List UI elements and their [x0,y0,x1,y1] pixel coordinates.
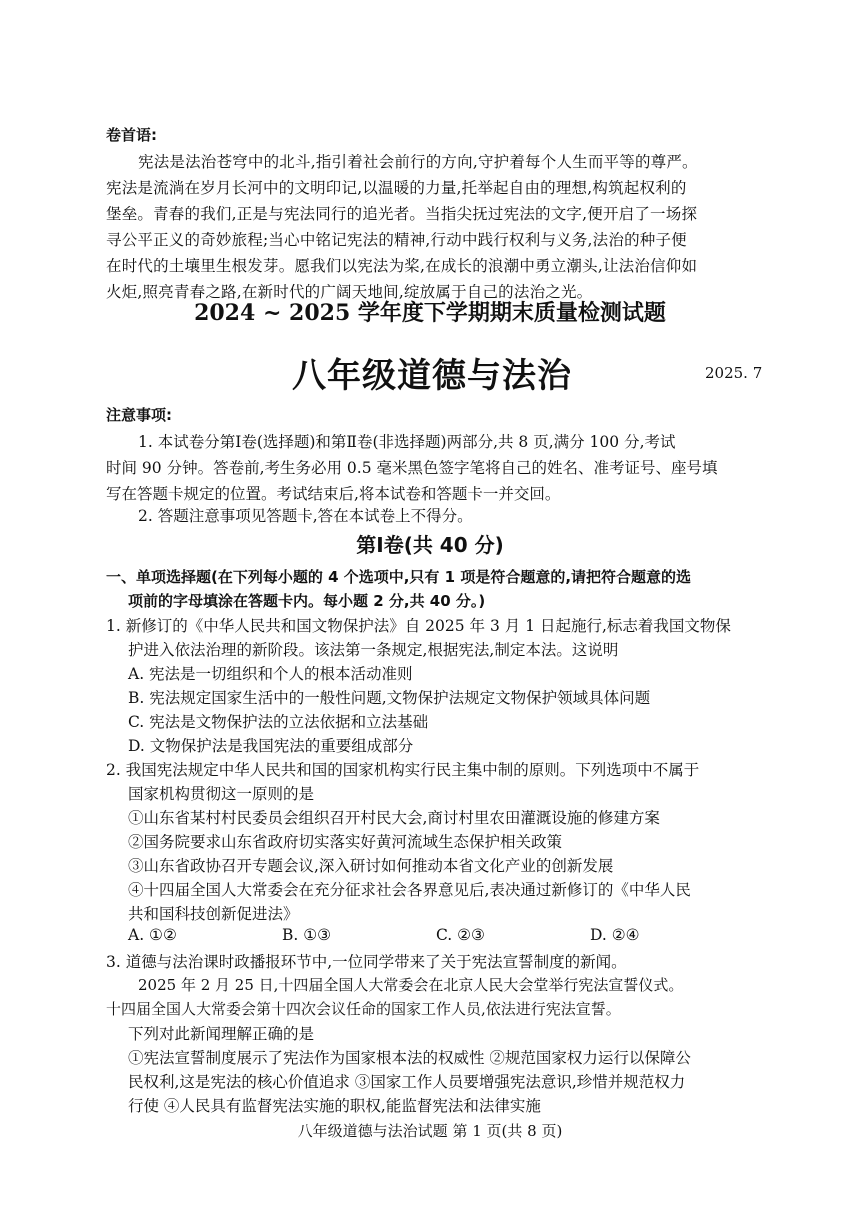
q3-item: 行使 ④人民具有监督宪法实施的职权,能监督宪法和法律实施 [128,1097,541,1115]
q1-option-b: B. 宪法规定国家生活中的一般性问题,文物保护法规定文物保护领域具体问题 [128,689,651,707]
q2-option-c: C. ②③ [436,926,485,944]
preface-title: 卷首语: [106,126,157,144]
page-footer: 八年级道德与法治试题 第 1 页(共 8 页) [297,1122,563,1140]
q1-option-c: C. 宪法是文物保护法的立法依据和立法基础 [128,713,429,731]
preface-line: 火炬,照亮青春之路,在新时代的广阔天地间,绽放属于自己的法治之光。 [106,283,593,301]
q3-item: ①宪法宣誓制度展示了宪法作为国家根本法的权威性 ②规范国家权力运行以保障公 [128,1049,691,1067]
q3-item: 民权利,这是宪法的核心价值追求 ③国家工作人员要增强宪法意识,珍惜并规范权力 [128,1073,686,1091]
q3-quote: 2025 年 2 月 25 日,十四届全国人大常委会在北京人民大会堂举行宪法宣誓仪式。 [138,976,684,994]
preface-line: 寻公平正义的奇妙旅程;当心中铭记宪法的精神,行动中践行权利与义务,法治的种子便 [106,231,687,249]
notice-line: 1. 本试卷分第Ⅰ卷(选择题)和第Ⅱ卷(非选择题)两部分,共 8 页,满分 100 分,考试 [138,433,676,451]
q3-prompt: 下列对此新闻理解正确的是 [128,1025,315,1043]
exam-title: 八年级道德与法治 [292,356,572,396]
section-instruction: 项前的字母填涂在答题卡内。每小题 2 分,共 40 分。) [128,592,486,610]
preface-line: 宪法是流淌在岁月长河中的文明印记,以温暖的力量,托举起自由的理想,构筑起权利的 [106,179,687,197]
q2-item: ②国务院要求山东省政府切实落实好黄河流域生态保护相关政策 [128,833,563,851]
q2-option-b: B. ①③ [282,926,332,944]
preface-line: 在时代的土壤里生根发芽。愿我们以宪法为桨,在成长的浪潮中勇立潮头,让法治信仰如 [106,257,698,275]
q3-stem: 3. 道德与法治课时政播报环节中,一位同学带来了关于宪法宣誓制度的新闻。 [106,953,627,971]
q2-option-a: A. ①② [128,926,177,944]
section-title: 第Ⅰ卷(共 40 分) [356,533,504,557]
q1-option-d: D. 文物保护法是我国宪法的重要组成部分 [128,737,414,755]
q2-option-d: D. ②④ [590,926,640,944]
q2-stem: 2. 我国宪法规定中华人民共和国的国家机构实行民主集中制的原则。下列选项中不属于 [106,761,700,779]
q2-item: ①山东省某村村民委员会组织召开村民大会,商讨村里农田灌溉设施的修建方案 [128,809,660,827]
preface-line: 堡垒。青春的我们,正是与宪法同行的追光者。当指尖抚过宪法的文字,便开启了一场探 [106,205,698,223]
notice-line: 写在答题卡规定的位置。考试结束后,将本试卷和答题卡一并交回。 [106,485,561,503]
preface-line: 宪法是法治苍穹中的北斗,指引着社会前行的方向,守护着每个人生而平等的尊严。 [138,153,698,171]
q3-quote: 十四届全国人大常委会第十四次会议任命的国家工作人员,依法进行宪法宣誓。 [106,1000,621,1018]
section-instruction: 一、单项选择题(在下列每小题的 4 个选项中,只有 1 项是符合题意的,请把符合题意的选 [106,568,692,586]
q1-option-a: A. 宪法是一切组织和个人的根本活动准则 [128,665,413,683]
notice-line: 时间 90 分钟。答卷前,考生务必用 0.5 毫米黑色签字笔将自己的姓名、准考证号、座号填 [106,459,718,477]
q2-stem: 国家机构贯彻这一原则的是 [128,785,315,803]
exam-date: 2025. 7 [705,364,763,382]
q2-item: ④十四届全国人大常委会在充分征求社会各界意见后,表决通过新修订的《中华人民 [128,881,691,899]
q2-item: 共和国科技创新促进法》 [128,905,299,923]
q1-stem: 护进入依法治理的新阶段。该法第一条规定,根据宪法,制定本法。这说明 [128,641,619,659]
notice-line: 2. 答题注意事项见答题卡,答在本试卷上不得分。 [138,507,473,525]
q1-stem: 1. 新修订的《中华人民共和国文物保护法》自 2025 年 3 月 1 日起施行,标志着我国文物保 [106,617,731,635]
notice-title: 注意事项: [106,406,172,424]
q2-item: ③山东省政协召开专题会议,深入研讨如何推动本省文化产业的创新发展 [128,857,614,875]
exam-subtitle: 2024 ~ 2025 学年度下学期期末质量检测试题 [194,300,666,326]
